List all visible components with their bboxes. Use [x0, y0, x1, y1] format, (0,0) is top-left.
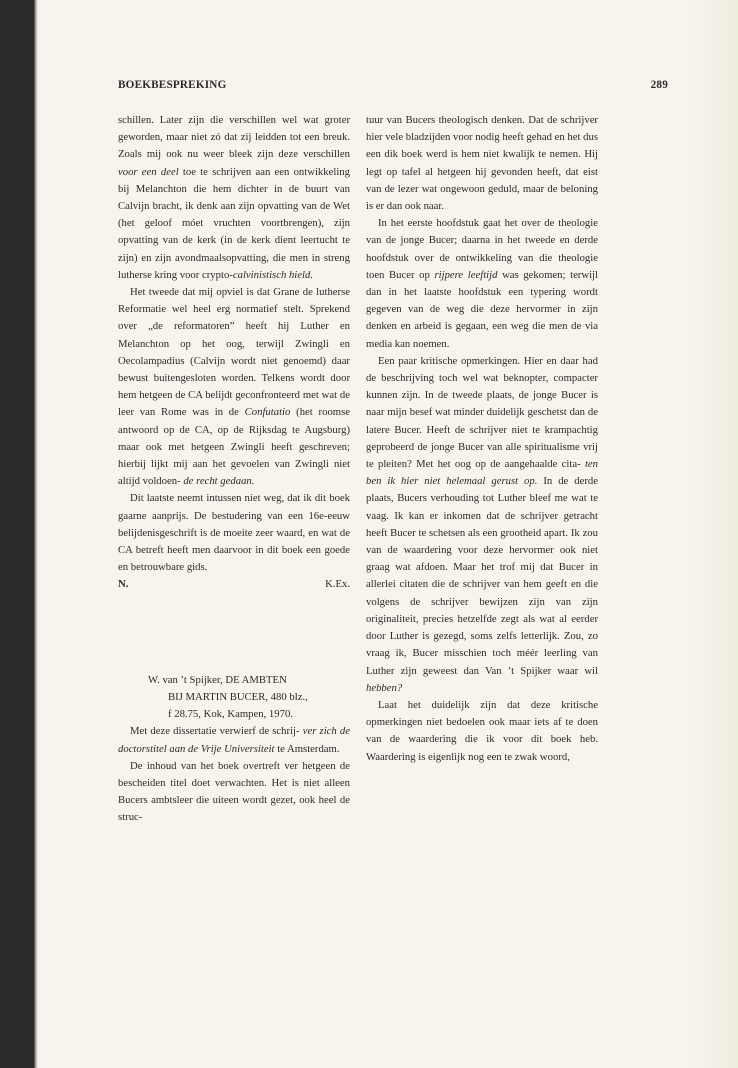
page-edge-tint: [688, 0, 738, 1068]
review-heading: [148, 672, 340, 724]
paragraph-4: Met deze dissertatie verwierf de schrij- ver zich de doctorstitel aan de Vrije Universiteit te Amsterdam.: [118, 725, 351, 755]
running-head-title: BOEKBESPREKING: [118, 79, 227, 91]
left-column: [118, 112, 350, 827]
paragraph-6: tuur van Bucers theologisch denken. Dat de schrijver hier vele bladzijden voor nodig heeft gehad en het dus een dik boek werd is hem niet kwalijk te nemen. Hij legt op tafel al hetgeen hij gevonden heeft, dat eist van de lezer wat ongewoon geduld, maar de beloning is er dan ook naar.: [366, 114, 598, 213]
book-binding-edge: [0, 0, 38, 1068]
paragraph-3: Dit laatste neemt intussen niet weg, dat ik dit boek gaarne aanprijs. De bestudering van een 16e-eeuw belijdenisgeschrift is de moeite zeer waard, en wat de CA betreft heeft men daarvoor in dit boek een goede en betrouwbare gids.: [118, 492, 350, 574]
right-column: [366, 112, 598, 766]
review-signature: [118, 576, 350, 593]
signature-initial: N.: [118, 578, 129, 591]
signature-author: K.Ex.: [325, 578, 350, 591]
paragraph-5: De inhoud van het boek overtreft ver hetgeen de bescheiden titel doet verwachten. Het is niet alleen Bucers ambtsleer die uiteen wordt gezet, ook heel de struc-: [118, 759, 350, 824]
paragraph-9: Laat het duidelijk zijn dat deze kritische opmerkingen niet bedoelen ook maar iets af te doen van de waardering die ik voor dit boek heb. Waardering is eigenlijk nog een te zwak woord,: [366, 698, 598, 763]
paragraph-7: In het eerste hoofdstuk gaat het over de theologie van de jonge Bucer; daarna in het tweede en derde hoofdstuk over de ontwikkeling van die theologie toen Bucer op rijpere leeftijd was gekomen; terwijl dan in het laatste hoofdstuk een typering wordt gegeven van de weg die deze hervormer in zijn denken en arbeid is gegaan, een weg die men de via media kan noemen.: [366, 217, 598, 350]
review-heading-line-1: W. van ’t Spijker, DE AMBTEN: [148, 673, 287, 686]
review-heading-line-3: f 28.75, Kok, Kampen, 1970.: [168, 708, 293, 721]
page-number: 289: [650, 79, 668, 91]
paragraph-8: Een paar kritische opmerkingen. Hier en daar had de beschrijving toch wel wat beknopter, compacter kunnen zijn. In de tweede plaats, de jonge Bucer is naar mijn besef wat minder duidelijk geschetst dan de latere Bucer. Heeft de schrijver niet te krampachtig geprobeerd de jonge Bucer van alle spiritualisme vrij te pleiten? Met het oog op de aangehaalde cita- ten ben ik hier niet helemaal gerust op. In de derde plaats, Bucers verhouding tot Luther bleef me wat te vaag. Ik kan er inkomen dat de schrijver getracht heeft Bucer te schetsen als een grootheid apart. Ik zou van de waardering voor deze hervormer ook niet graag wat afdoen. Maar het trof mij dat Bucer in allerlei citaten die de schrijver van hem geeft en die volgens de schrijver bewijzen zijn van zijn originaliteit, precies hetzelfde zegt als wat al eerder door Luther is gezegd, soms zelfs letterlijk. Zou, zo vraag ik, Bucer misschien toch méér leerling van Luther zijn geweest dan Van ’t Spijker waar wil hebben?: [366, 354, 598, 694]
paragraph-2: Het tweede dat mij opviel is dat Grane de lutherse Reformatie wel heel erg normatief stelt. Sprekend over „de reformatoren” heeft hij Luther en Melanchton op het oog, terwijl Zwingli en Oecolampadius (Calvijn wordt niet genoemd) daar bewust buitengesloten worden. Telkens wordt door hem hetgeen de CA belijdt geconfronteerd met wat de leer van Rome was in de Confutatio (het roomse antwoord op de CA, op de Rijksdag te Augsburg) maar ook met hetgeen Zwingli heeft geschreven; hierbij lijkt mij aan het gevoelen van Zwingli niet altijd voldoen- de recht gedaan.: [118, 286, 350, 488]
review-heading-line-2: BIJ MARTIN BUCER, 480 blz.,: [168, 690, 308, 703]
paragraph-1: schillen. Later zijn die verschillen wel wat groter geworden, maar niet zó dat zij leidden tot een breuk. Zoals mij ook nu weer bleek zijn deze verschillen voor een deel toe te schrijven aan een ontwikkeling bij Melanchton die hem dichter in de buurt van Calvijn bracht, ik denk aan zijn opvatting van de Wet (het geloof móet vruchten voortbrengen), zijn opvatting van de kerk (in de kerk dient leertucht te zijn) en zijn avondmaalsopvatting, die men in streng lutherse kring voor crypto-calvinistisch hield.: [118, 114, 351, 281]
